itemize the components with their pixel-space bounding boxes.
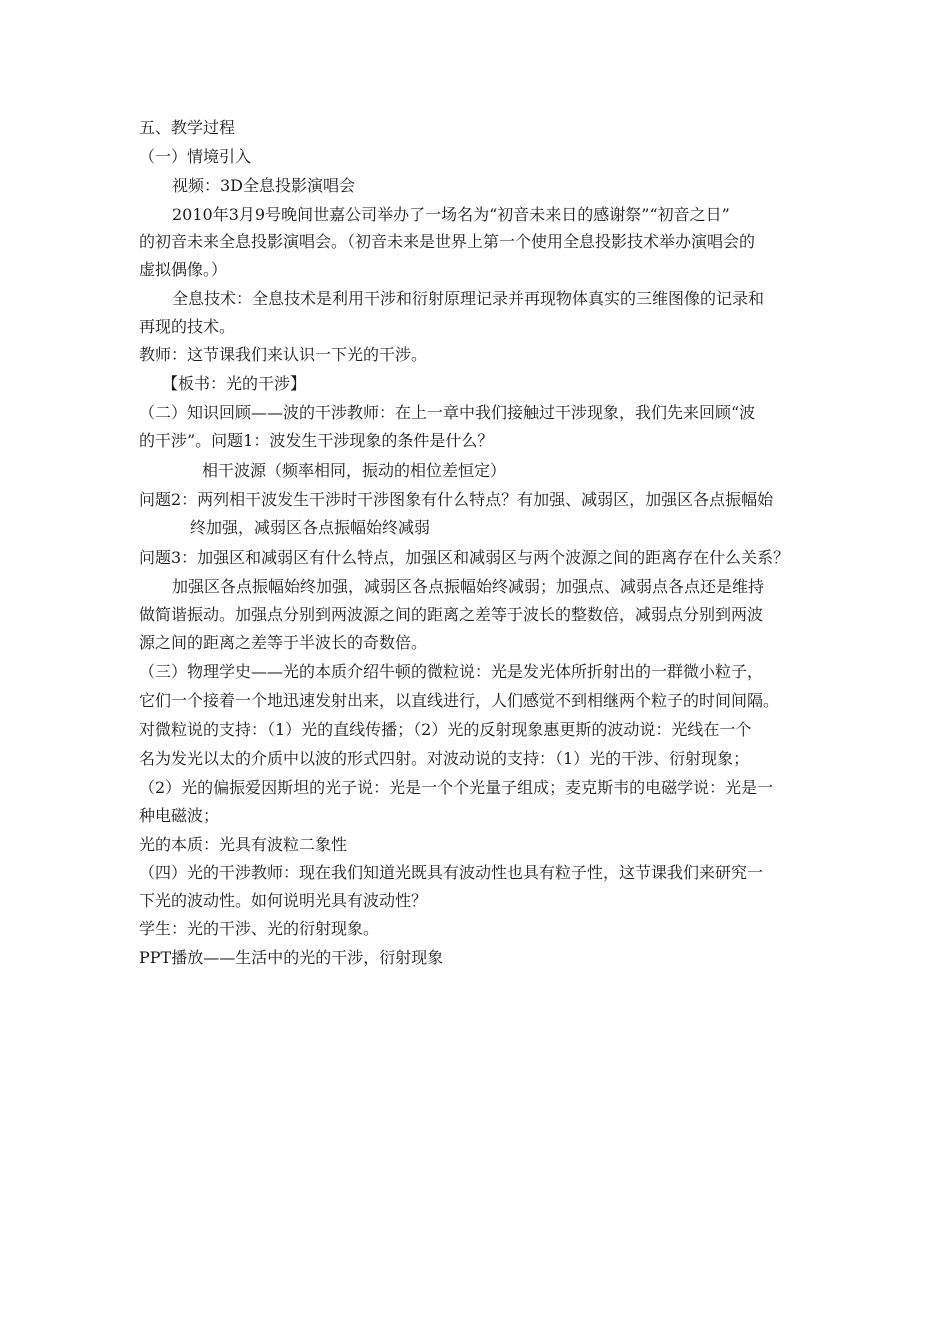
subsection-heading: （二）知识回顾——波的干涉教师：在上一章中我们接触过干涉现象，我们先来回顾“波 xyxy=(139,403,756,422)
text-line: 全息技术：全息技术是利用干涉和衍射原理记录并再现物体真实的三维图像的记录和 xyxy=(172,289,765,308)
text-line: 虚拟偶像。） xyxy=(139,260,228,279)
text-line: 源之间的距离之差等于半波长的奇数倍。 xyxy=(139,633,428,652)
text-line: 种电磁波； xyxy=(139,806,220,825)
text-line: 问题3：加强区和减弱区有什么特点，加强区和减弱区与两个波源之间的距离存在什么关系？ xyxy=(139,548,790,567)
text-line: 相干波源（频率相同，振动的相位差恒定） xyxy=(202,461,507,480)
text-line: 教师：这节课我们来认识一下光的干涉。 xyxy=(139,345,428,364)
text-line: 光的本质：光具有波粒二象性 xyxy=(139,835,348,854)
text-line: 的初音未来全息投影演唱会。（初音未来是世界上第一个使用全息投影技术举办演唱会的 xyxy=(139,232,756,251)
text-line: 2010年3月9号晚间世嘉公司举办了一场名为“初音未来日的感谢祭”“初音之日” xyxy=(172,205,730,224)
text-line: 的干涉”。问题1：波发生干涉现象的条件是什么？ xyxy=(139,431,494,450)
text-line: 问题2：两列相干波发生干涉时干涉图象有什么特点？有加强、减弱区，加强区各点振幅始 xyxy=(139,490,774,509)
text-line: 终加强，减弱区各点振幅始终减弱 xyxy=(190,518,431,537)
text-line: 视频：3D全息投影演唱会 xyxy=(172,176,356,195)
text-line: （2）光的偏振爱因斯坦的光子说：光是一个个光量子组成；麦克斯韦的电磁学说：光是一 xyxy=(139,778,774,797)
text-line: 学生：光的干涉、光的衍射现象。 xyxy=(139,919,380,938)
section-heading: 五、教学过程 xyxy=(139,118,236,137)
text-line: PPT播放——生活中的光的干涉，衍射现象 xyxy=(139,948,444,967)
subsection-heading: （一）情境引入 xyxy=(139,147,252,166)
text-line: 它们一个接着一个地迅速发射出来，以直线进行，人们感觉不到相继两个粒子的时间间隔。 xyxy=(139,691,780,710)
subsection-heading: （三）物理学史——光的本质介绍牛顿的微粒说：光是发光体所折射出的一群微小粒子， xyxy=(139,662,764,681)
text-line: 加强区各点振幅始终加强，减弱区各点振幅始终减弱；加强点、减弱点各点还是维持 xyxy=(172,577,765,596)
blackboard-note: 【板书：光的干涉】 xyxy=(162,374,307,393)
text-line: 做简谐振动。加强点分别到两波源之间的距离之差等于波长的整数倍，减弱点分别到两波 xyxy=(139,605,764,624)
text-line: 下光的波动性。如何说明光具有波动性？ xyxy=(139,891,428,910)
text-line: 名为发光以太的介质中以波的形式四射。对波动说的支持：（1）光的干涉、衍射现象； xyxy=(139,749,750,768)
text-line: 再现的技术。 xyxy=(139,317,236,336)
text-line: 对微粒说的支持：（1）光的直线传播；（2）光的反射现象惠更斯的波动说：光线在一个 xyxy=(139,720,752,739)
subsection-heading: （四）光的干涉教师：现在我们知道光既具有波动性也具有粒子性，这节课我们来研究一 xyxy=(139,863,764,882)
